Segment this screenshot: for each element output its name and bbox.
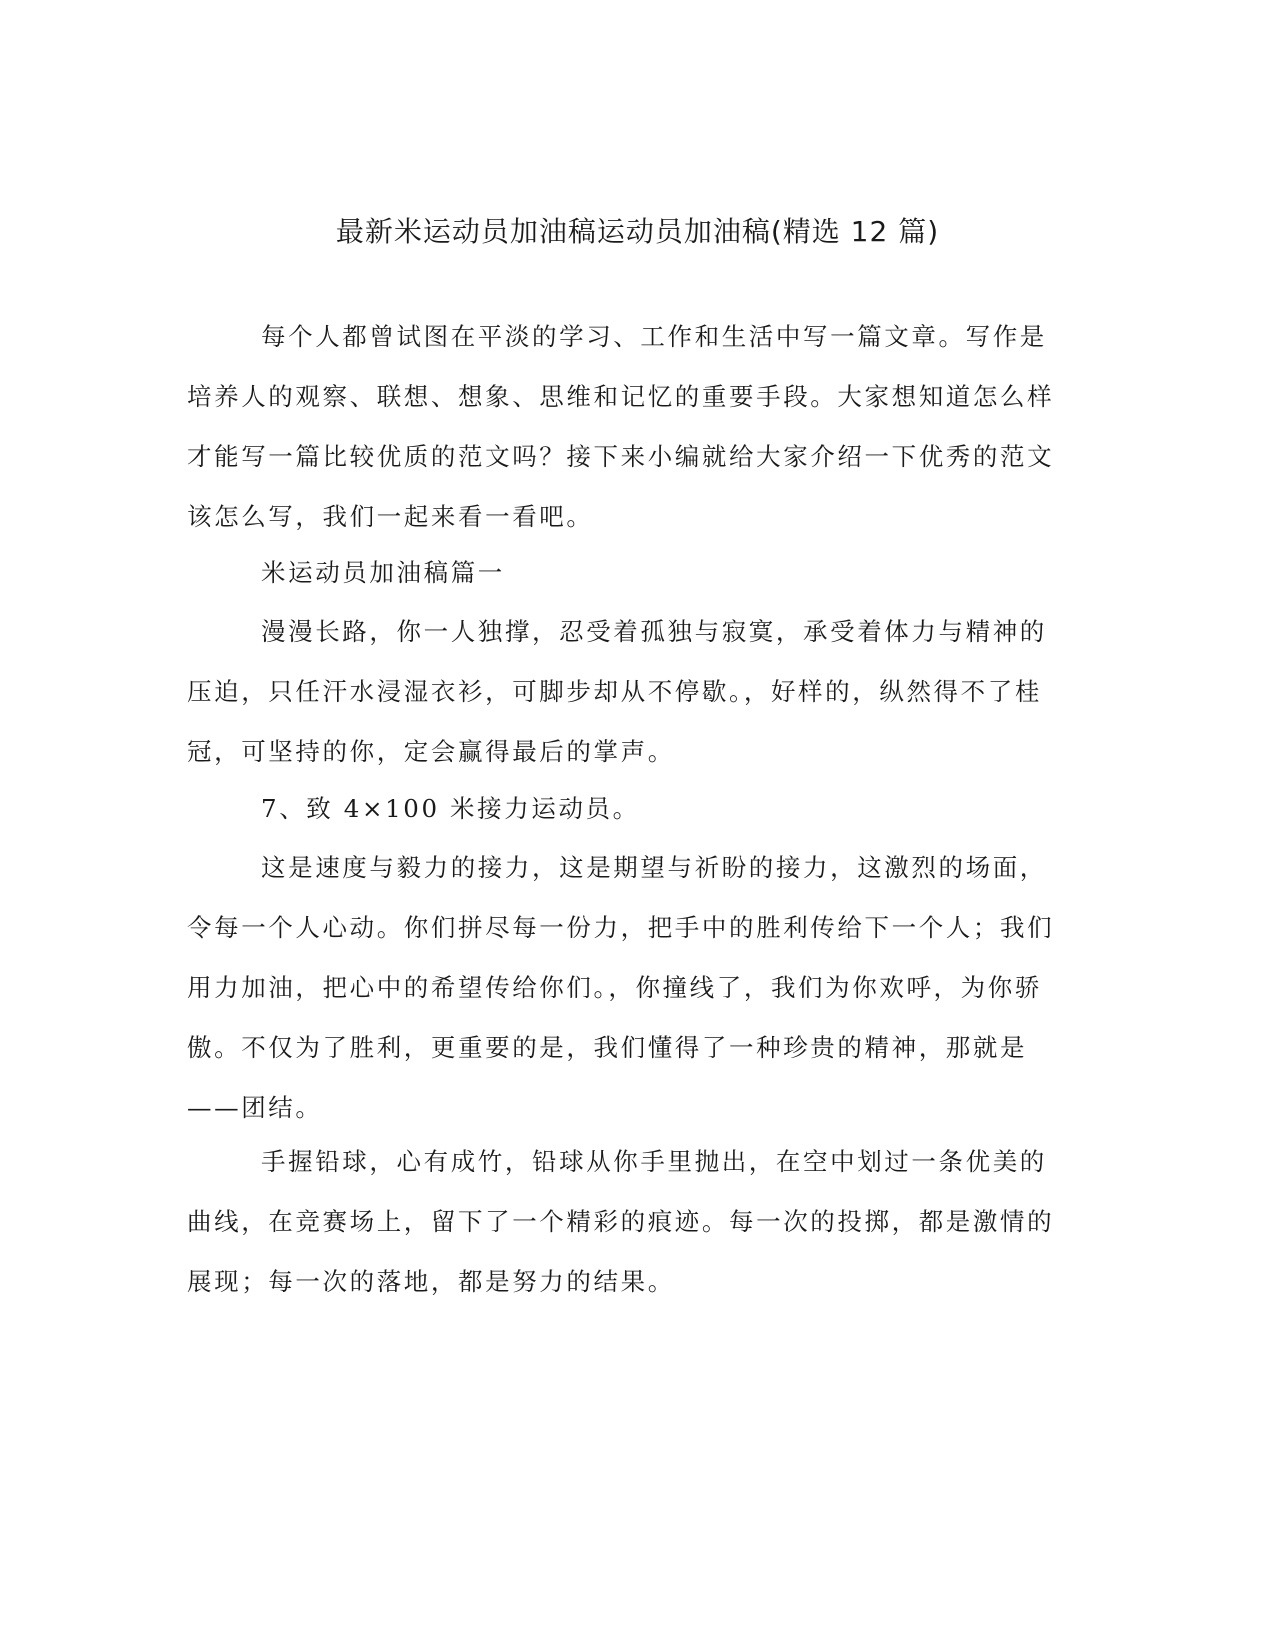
section-heading: 米运动员加油稿篇一 (261, 558, 505, 587)
intro-paragraph: 每个人都曾试图在平淡的学习、工作和生活中写一篇文章。写作是培养人的观察、联想、想象、思维和记忆的重要手段。大家想知道怎么样才能写一篇比较优质的范文吗？接下来小编就给大家介绍一下优秀的范文该怎么写，我们一起来看一看吧。 (187, 322, 1055, 531)
body-paragraph-4: 手握铅球，心有成竹，铅球从你手里抛出，在空中划过一条优美的曲线，在竞赛场上，留下了一个精彩的痕迹。每一次的投掷，都是激情的展现；每一次的落地，都是努力的结果。 (187, 1147, 1055, 1296)
body-paragraph-3: 这是速度与毅力的接力，这是期望与祈盼的接力，这激烈的场面，令每一个人心动。你们拼尽每一份力，把手中的胜利传给下一个人；我们用力加油，把心中的希望传给你们。，你撞线了，我们为你欢呼，为你骄傲。不仅为了胜利，更重要的是，我们懂得了一种珍贵的精神，那就是——团结。 (187, 853, 1055, 1122)
body-paragraph-2: 7、致 4×100 米接力运动员。 (261, 794, 640, 823)
body-paragraph-1: 漫漫长路，你一人独撑，忍受着孤独与寂寞，承受着体力与精神的压迫，只任汗水浸湿衣衫，可脚步却从不停歇。，好样的，纵然得不了桂冠，可坚持的你，定会赢得最后的掌声。 (187, 617, 1047, 766)
page-title: 最新米运动员加油稿运动员加油稿(精选 12 篇) (335, 215, 940, 248)
